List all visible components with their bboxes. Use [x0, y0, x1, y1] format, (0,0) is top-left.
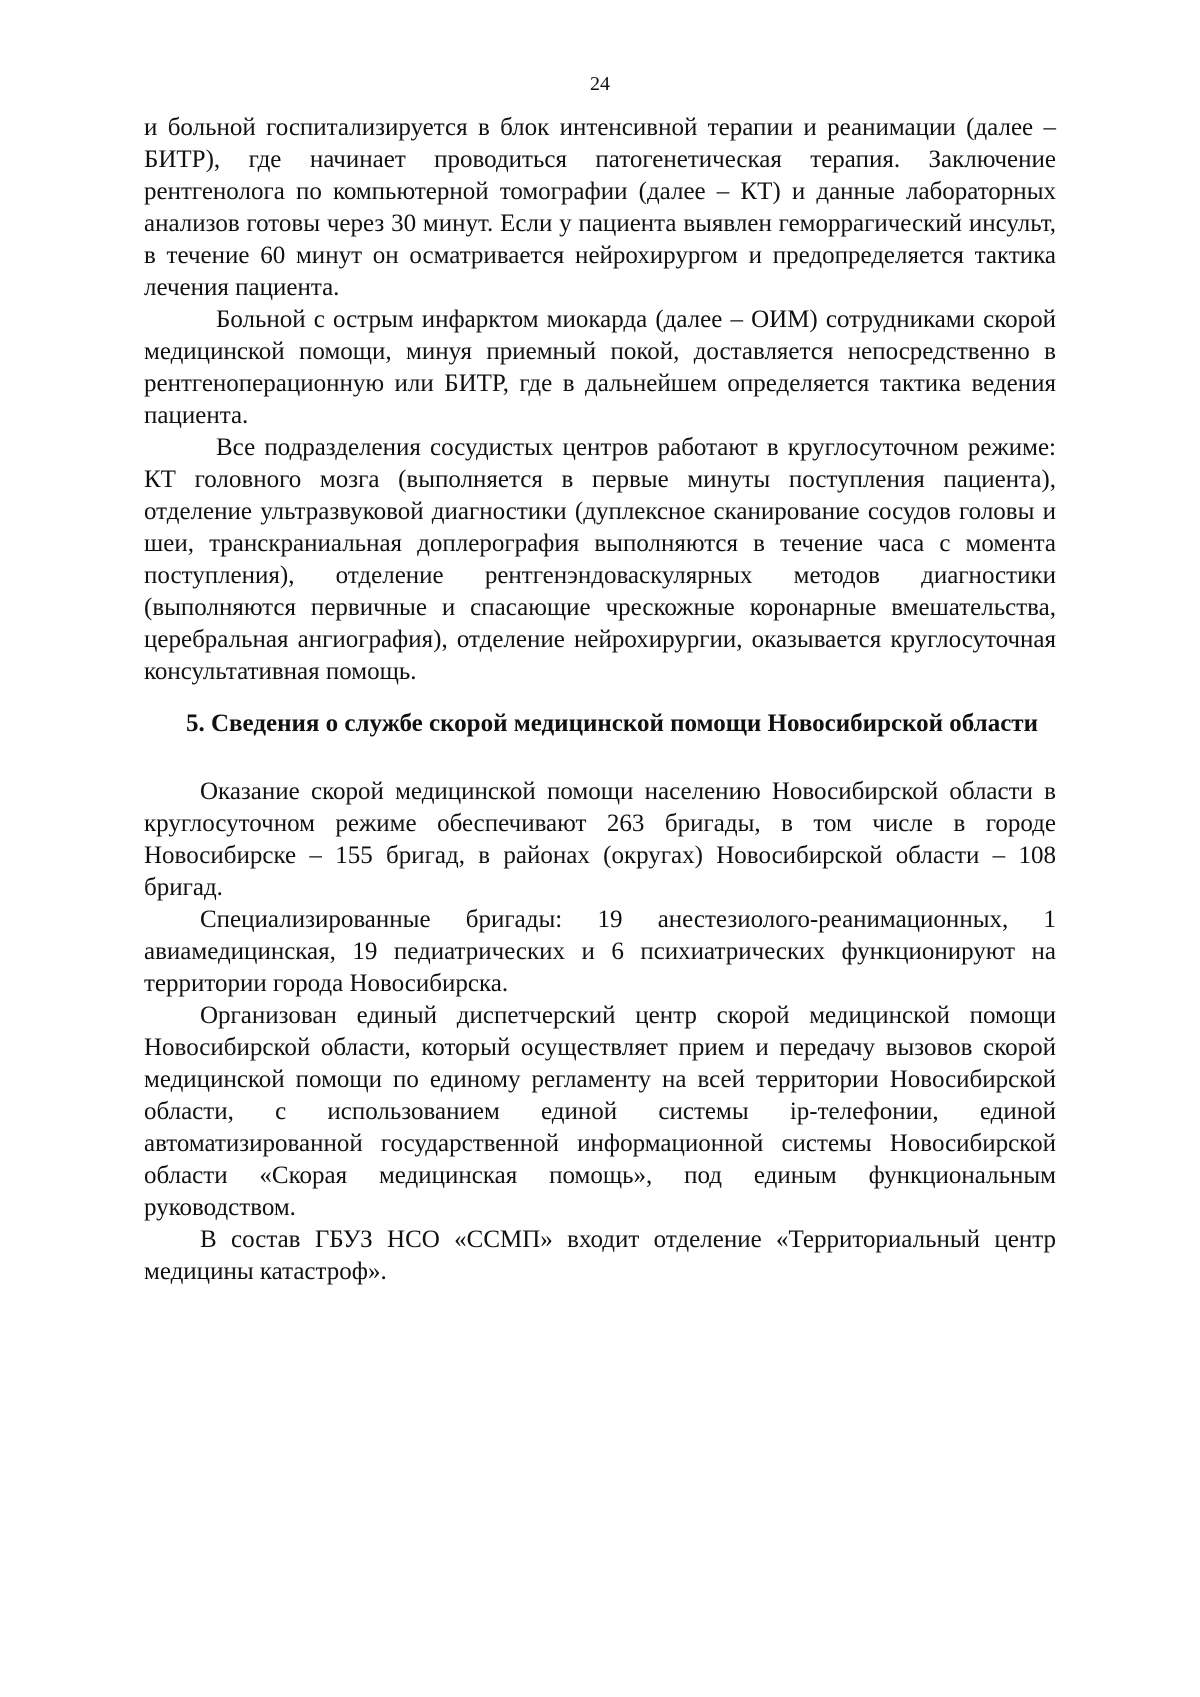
paragraph-emergency-teams: Оказание скорой медицинской помощи населению Новосибирской области в круглосуточном режиме обеспечивают 263 бригады, в том числе в городе Новосибирске – 155 бригад, в районах (округах) Новосибирской области – 108 бригад.: [144, 778, 1056, 901]
paragraph-dispatch-center: Организован единый диспетчерский центр скорой медицинской помощи Новосибирской области, который осуществляет прием и передачу вызовов скорой медицинской помощи по единому регламенту на всей территории Новосибирской области, с использованием единой системы ip-телефонии, единой автоматизированной государственной информационной системы Новосибирской области «Скорая медицинская помощь», под единым функциональным руководством.: [144, 1002, 1056, 1221]
document-body: [144, 112, 1056, 1288]
paragraph-specialized-teams: Специализированные бригады: 19 анестезиолого-реанимационных, 1 авиамедицинская, 19 педиатрических и 6 психиатрических функционируют на территории города Новосибирска.: [144, 906, 1056, 997]
section-heading: 5. Сведения о службе скорой медицинской помощи Новосибирской области: [186, 710, 1038, 737]
page-number: 24: [590, 73, 610, 95]
paragraph-vascular-centers: Все подразделения сосудистых центров работают в круглосуточном режиме: КТ головного мозга (выполняется в первые минуты поступления пациента), отделение ультразвуковой диагностики (дуплексное сканирование сосудов головы и шеи, транскраниальная доплерография выполняются в течение часа с момента поступления), отделение рентгенэндоваскулярных методов диагностики (выполняются первичные и спасающие чрескожные коронарные вмешательства, церебральная ангиография), отделение нейрохирургии, оказывается круглосуточная консультативная помощь.: [144, 434, 1056, 685]
paragraph-continuation-bitr: и больной госпитализируется в блок интенсивной терапии и реанимации (далее – БИТР), где начинает проводиться патогенетическая терапия. Заключение рентгенолога по компьютерной томографии (далее – КТ) и данные лабораторных анализов готовы через 30 минут. Если у пациента выявлен геморрагический инсульт, в течение 60 минут он осматривается нейрохирургом и предопределяется тактика лечения пациента.: [144, 114, 1056, 301]
paragraph-oim: Больной с острым инфарктом миокарда (далее – ОИМ) сотрудниками скорой медицинской помощи, минуя приемный покой, доставляется непосредственно в рентгеноперационную или БИТР, где в дальнейшем определяется тактика ведения пациента.: [144, 306, 1056, 429]
paragraph-disaster-medicine: В состав ГБУЗ НСО «ССМП» входит отделение «Территориальный центр медицины катастроф».: [144, 1226, 1056, 1285]
